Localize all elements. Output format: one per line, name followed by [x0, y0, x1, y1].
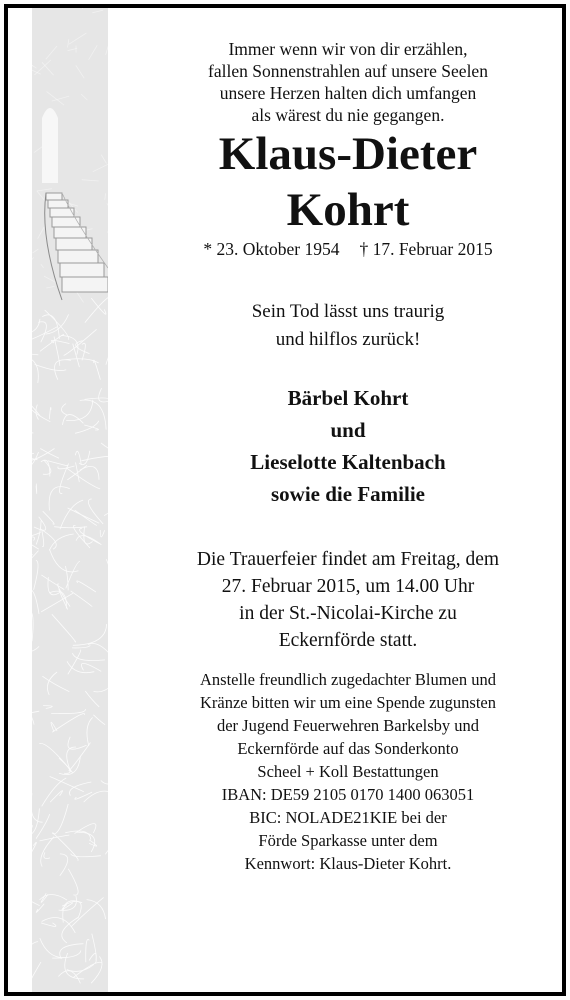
birth-date: * 23. Oktober 1954	[203, 239, 340, 259]
mourners	[138, 382, 558, 510]
donation-line: Förde Sparkasse unter dem	[258, 831, 438, 850]
poem-line: fallen Sonnenstrahlen auf unsere Seelen	[208, 61, 488, 81]
death-date: † 17. Februar 2015	[359, 239, 493, 259]
ceremony-line: Die Trauerfeier findet am Freitag, dem	[196, 549, 500, 570]
ceremony-line: in der St.-Nicolai-Kirche zu	[239, 603, 457, 624]
donation-request	[138, 668, 558, 875]
donation-line: IBAN: DE59 2105 0170 1400 063051	[221, 785, 475, 804]
donation-line: Kennwort: Klaus-Dieter Kohrt.	[244, 854, 452, 873]
donation-line: der Jugend Feuerwehren Barkelsby und	[216, 716, 480, 735]
donation-line: Anstelle freundlich zugedachter Blumen und	[200, 670, 496, 689]
lament-line: und hilflos zurück!	[275, 329, 421, 350]
obituary-notice	[4, 4, 566, 996]
mourner-line: Bärbel Kohrt	[287, 386, 409, 410]
donation-line: BIC: NOLADE21KIE bei der	[249, 808, 447, 827]
mourner-line: sowie die Familie	[271, 482, 425, 506]
deceased-last-name: Kohrt	[286, 184, 410, 236]
lament	[138, 298, 558, 354]
lament-line: Sein Tod lässt uns traurig	[251, 301, 445, 322]
mourner-line: Lieselotte Kaltenbach	[250, 450, 446, 474]
donation-line: Scheel + Koll Bestattungen	[257, 762, 439, 781]
memorial-poem	[138, 38, 558, 126]
donation-line: Eckernförde auf das Sonderkonto	[237, 739, 459, 758]
life-dates	[138, 238, 558, 260]
ceremony-line: Eckernförde statt.	[278, 630, 418, 651]
deceased-first-name: Klaus-Dieter	[218, 128, 478, 180]
decorative-strip	[32, 8, 108, 992]
poem-line: als wärest du nie gegangen.	[251, 105, 445, 125]
notice-text	[138, 8, 558, 875]
funeral-ceremony-info	[138, 546, 558, 654]
poem-line: unsere Herzen halten dich umfangen	[219, 83, 477, 103]
ceremony-line: 27. Februar 2015, um 14.00 Uhr	[221, 576, 475, 597]
stairway-to-light-icon	[32, 8, 108, 992]
poem-line: Immer wenn wir von dir erzählen,	[228, 39, 468, 59]
donation-line: Kränze bitten wir um eine Spende zugunsten	[200, 693, 496, 712]
mourner-line: und	[330, 418, 366, 442]
